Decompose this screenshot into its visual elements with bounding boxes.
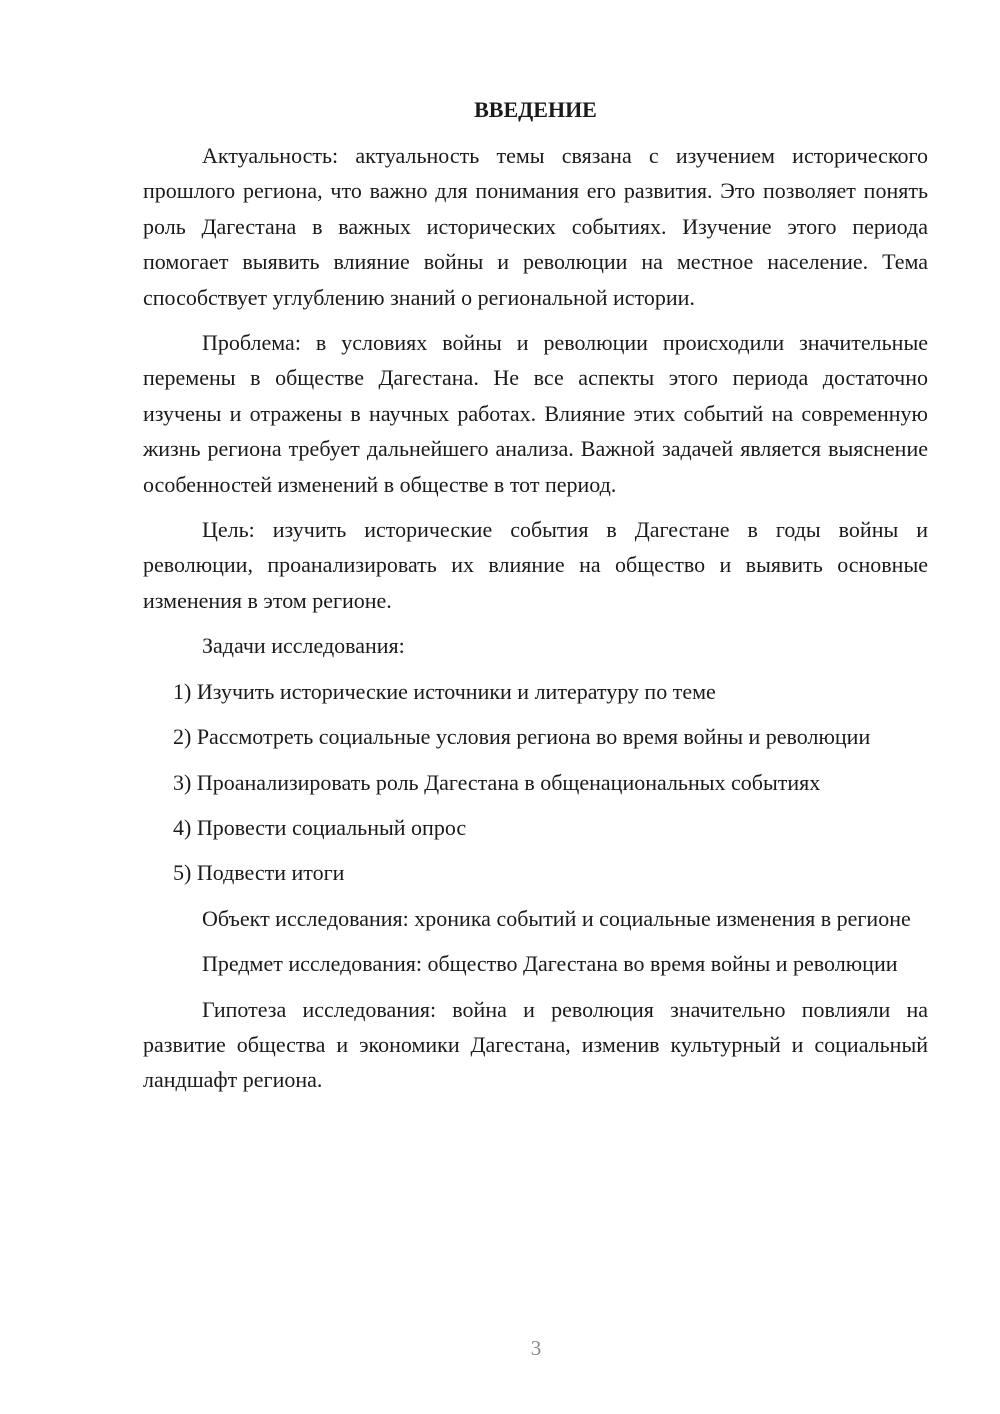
document-body — [143, 92, 928, 1108]
task-item-4: 4) Провести социальный опрос — [173, 814, 467, 840]
relevance-paragraph: Актуальность: актуальность темы связана с изучением исторического прошлого региона, что важно для понимания его развития. Это позволяет понять роль Дагестана в важных исторических событиях. Изучение этого периода помогает выявить влияние войны и революции на местное население. Тема способствует углублению знаний о региональной истории. — [143, 143, 928, 310]
problem-paragraph: Проблема: в условиях войны и революции происходили значительные перемены в обществе Дагестана. Не все аспекты этого периода достаточно изучены и отражены в научных работах. Влияние этих событий на современную жизнь региона требует дальнейшего анализа. Важной задачей является выяснение особенностей изменений в обществе в тот период. — [143, 330, 928, 497]
page-title: ВВЕДЕНИЕ — [474, 97, 597, 122]
task-item-1: 1) Изучить исторические источники и литературу по теме — [173, 678, 716, 704]
subject-paragraph: Предмет исследования: общество Дагестана во время войны и революции — [202, 951, 898, 977]
task-item-5: 5) Подвести итоги — [173, 860, 345, 886]
object-paragraph: Объект исследования: хроника событий и социальные изменения в регионе — [202, 905, 911, 931]
hypothesis-paragraph: Гипотеза исследования: война и революция значительно повлияли на развитие общества и экономики Дагестана, изменив культурный и социальный ландшафт региона. — [143, 996, 928, 1093]
goal-paragraph: Цель: изучить исторические события в Дагестане в годы войны и революции, проанализировать их влияние на общество и выявить основные изменения в этом регионе. — [143, 517, 928, 613]
task-item-3: 3) Проанализировать роль Дагестана в общенациональных событиях — [173, 769, 821, 795]
task-item-2: 2) Рассмотреть социальные условия региона во время войны и революции — [173, 724, 871, 750]
tasks-heading: Задачи исследования: — [202, 633, 405, 659]
page-number: 3 — [530, 1336, 542, 1360]
